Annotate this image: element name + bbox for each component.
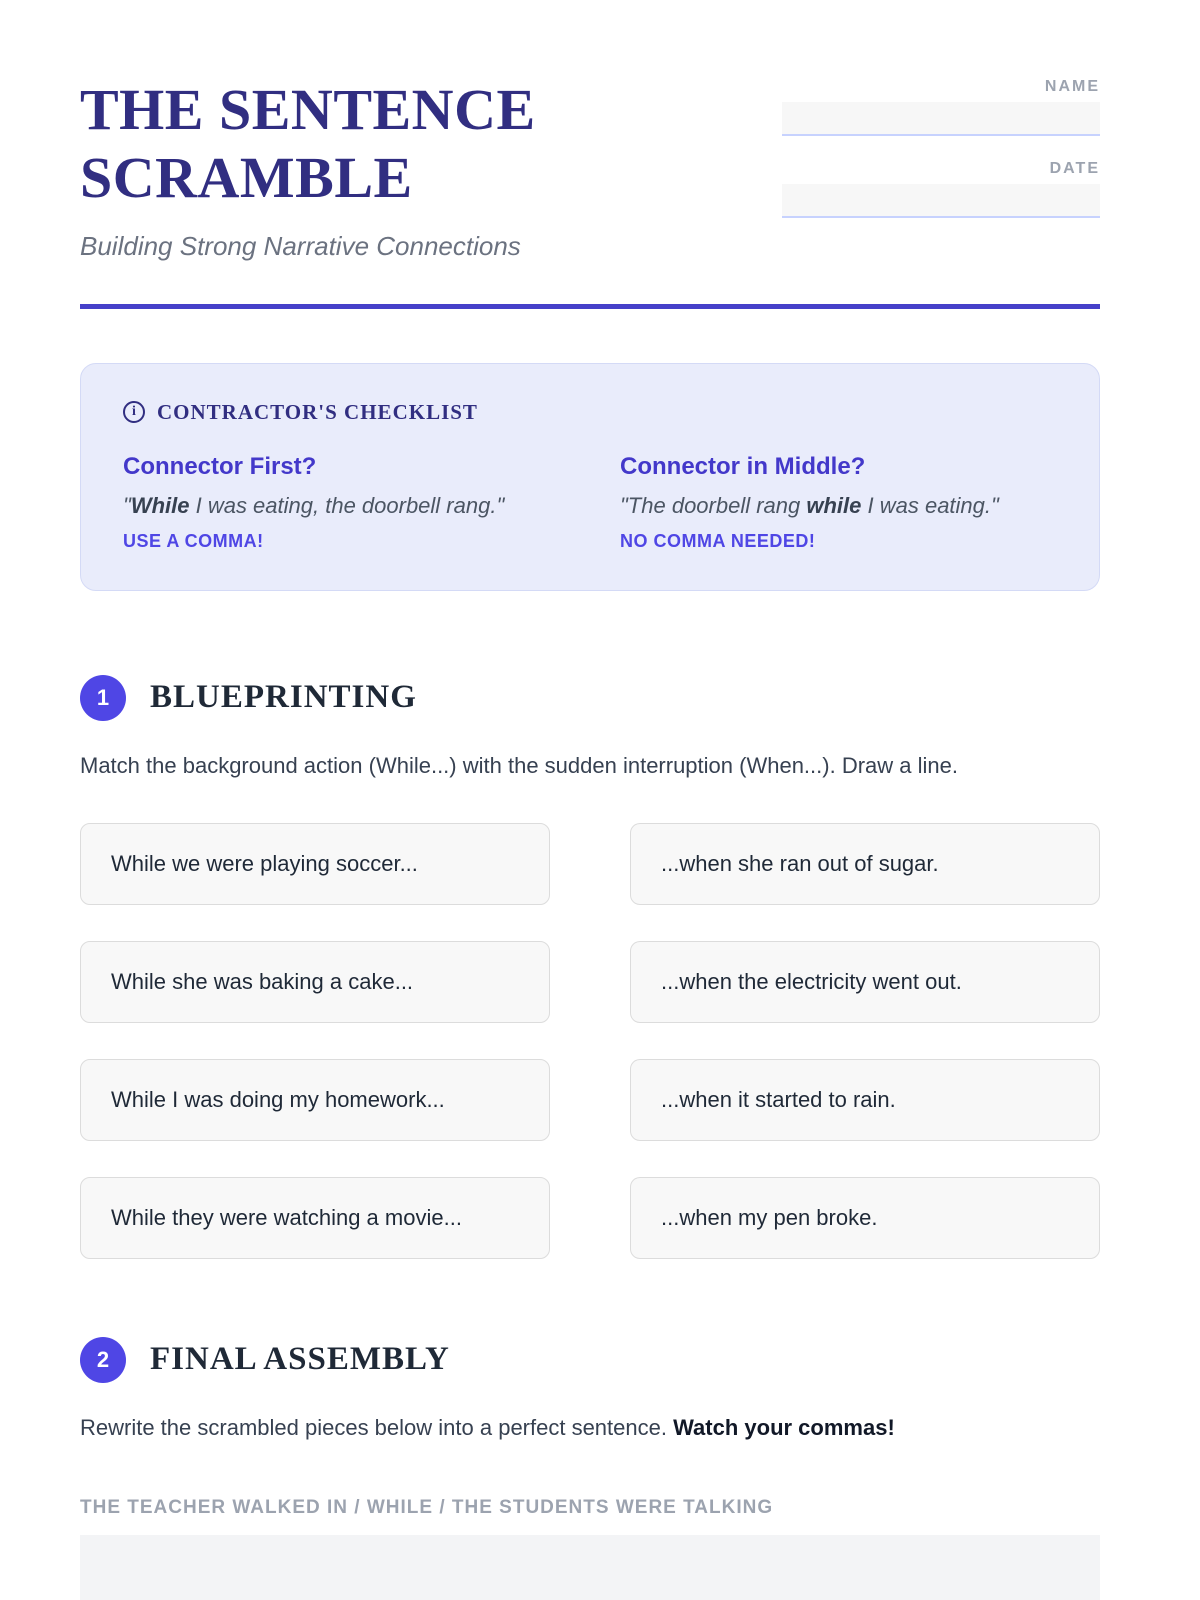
- name-label: NAME: [1044, 78, 1100, 95]
- page-title-line1: THE SENTENCE: [80, 77, 536, 142]
- example-prefix: ": [123, 492, 131, 518]
- match-left-item[interactable]: While they were watching a movie...: [80, 1177, 550, 1259]
- section1-title: BLUEPRINTING: [150, 679, 417, 716]
- checklist-title: CONTRACTOR'S CHECKLIST: [157, 399, 478, 424]
- date-field-group: [782, 160, 1100, 218]
- match-left-item[interactable]: While we were playing soccer...: [80, 823, 550, 905]
- section2-instruction: [80, 1415, 1100, 1441]
- header-divider: [80, 304, 1100, 309]
- contractors-checklist-callout: [80, 363, 1100, 591]
- example-bold-word: while: [806, 492, 862, 518]
- section2-title: FINAL ASSEMBLY: [150, 1341, 450, 1378]
- example-rest: I was eating.": [861, 492, 999, 518]
- worksheet-content: [80, 0, 1100, 1600]
- match-right-item[interactable]: ...when she ran out of sugar.: [630, 823, 1100, 905]
- name-field-group: [782, 78, 1100, 136]
- match-right-item[interactable]: ...when the electricity went out.: [630, 941, 1100, 1023]
- page-title-line2: SCRAMBLE: [80, 145, 413, 211]
- title-block: [80, 76, 536, 262]
- checklist-heading-middle: Connector in Middle?: [620, 452, 866, 480]
- checklist-title-row: [123, 400, 1057, 425]
- section2-number-badge: 2: [80, 1337, 126, 1383]
- section2-instruction-emphasis: Watch your commas!: [673, 1414, 895, 1440]
- sentence-answer-input[interactable]: [80, 1535, 1100, 1600]
- checklist-heading-first: Connector First?: [123, 452, 317, 480]
- header: [80, 76, 1100, 262]
- section1-number-badge: 1: [80, 675, 126, 721]
- matching-grid: [80, 823, 1100, 1259]
- checklist-rule-first: USE A COMMA!: [123, 530, 264, 551]
- date-label: DATE: [1049, 160, 1100, 177]
- section2-header: [80, 1337, 1100, 1383]
- example-rest: I was eating, the doorbell rang.": [189, 492, 505, 518]
- page-subtitle: Building Strong Narrative Connections: [80, 230, 521, 261]
- section1-header: [80, 675, 1100, 721]
- checklist-column-middle: [620, 453, 1057, 552]
- info-icon: i: [123, 401, 145, 423]
- match-right-item[interactable]: ...when my pen broke.: [630, 1177, 1100, 1259]
- match-right-item[interactable]: ...when it started to rain.: [630, 1059, 1100, 1141]
- name-date-block: [782, 76, 1100, 262]
- section2-instruction-text: Rewrite the scrambled pieces below into a perfect sentence.: [80, 1414, 674, 1440]
- example-bold-word: While: [130, 492, 190, 518]
- checklist-columns: [123, 453, 1057, 552]
- section1-instruction: Match the background action (While...) with the sudden interruption (When...). Draw a line.: [80, 752, 958, 778]
- checklist-rule-middle: NO COMMA NEEDED!: [620, 530, 816, 551]
- scramble-prompt: THE TEACHER WALKED IN / WHILE / THE STUDENTS WERE TALKING: [80, 1496, 774, 1518]
- example-prefix: "The doorbell rang: [620, 492, 807, 518]
- date-input[interactable]: [782, 184, 1100, 218]
- checklist-example-first: [123, 493, 560, 519]
- match-left-item[interactable]: While I was doing my homework...: [80, 1059, 550, 1141]
- checklist-column-first: [123, 453, 560, 552]
- checklist-example-middle: [620, 493, 1057, 519]
- page-title: [80, 76, 536, 213]
- name-input[interactable]: [782, 102, 1100, 136]
- match-left-item[interactable]: While she was baking a cake...: [80, 941, 550, 1023]
